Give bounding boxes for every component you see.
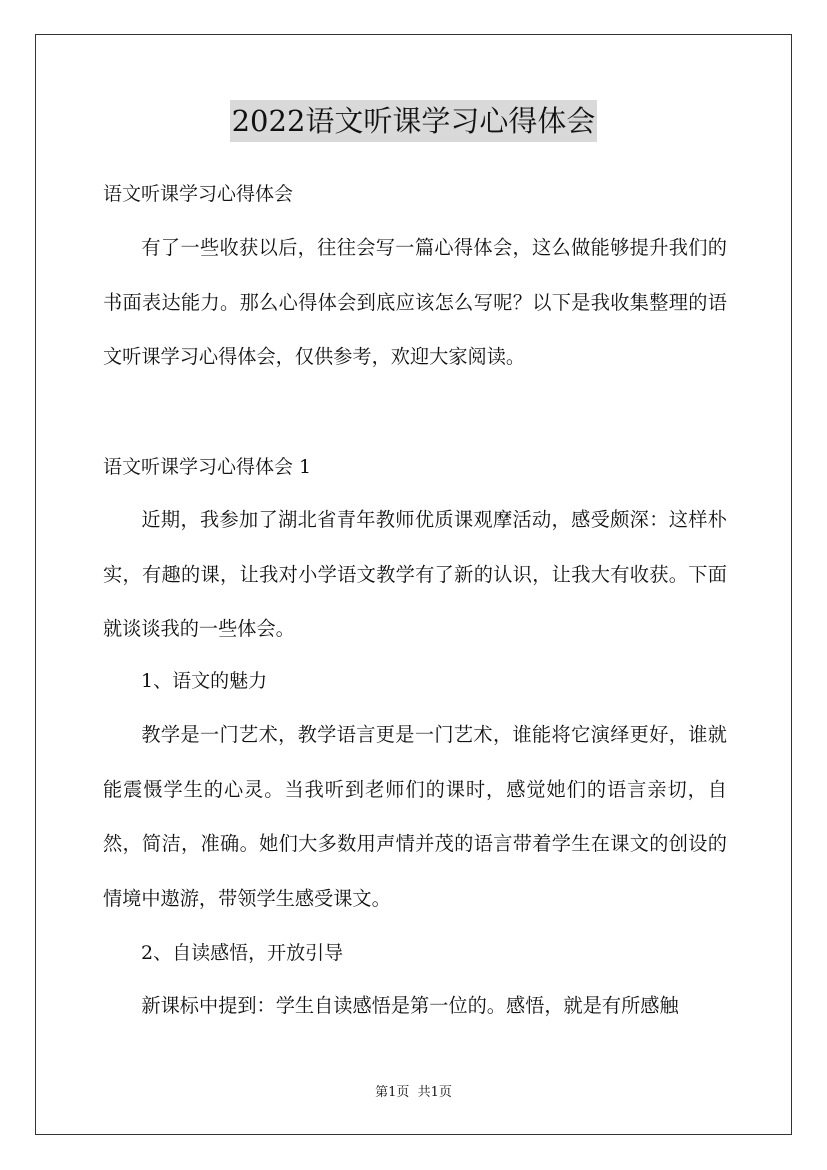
paragraph-1: 近期，我参加了湖北省青年教师优质课观摩活动，感受颇深：这样朴实，有趣的课，让我对小学语文教学有了新的认识，让我大有收获。下面就谈谈我的一些体会。 bbox=[103, 508, 727, 640]
paragraph-2: 教学是一门艺术，教学语言更是一门艺术，谁能将它演绎更好，谁就能震慑学生的心灵。当我听到老师们的课时，感觉她们的语言亲切，自然，简洁，准确。她们大多数用声情并茂的语言带着学生在课文的创设的情境中遨游，带领学生感受课文。 bbox=[103, 723, 727, 910]
document-subtitle: 语文听课学习心得体会 bbox=[103, 183, 294, 205]
point-1-heading: 1、语文的魅力 bbox=[141, 670, 268, 692]
point-2-heading: 2、自读感悟，开放引导 bbox=[141, 942, 344, 964]
intro-paragraph: 有了一些收获以后，往往会写一篇心得体会，这么做能够提升我们的书面表达能力。那么心得体会到底应该怎么写呢？以下是我收集整理的语文听课学习心得体会，仅供参考，欢迎大家阅读。 bbox=[103, 236, 727, 368]
document-title-text: 2022语文听课学习心得体会 bbox=[230, 100, 598, 142]
section-heading: 语文听课学习心得体会 1 bbox=[103, 456, 312, 478]
page-footer: 第1页 共1页 bbox=[375, 1085, 452, 1100]
paragraph-3: 新课标中提到：学生自读感悟是第一位的。感悟，就是有所感触 bbox=[141, 994, 679, 1017]
document-title bbox=[0, 100, 827, 142]
